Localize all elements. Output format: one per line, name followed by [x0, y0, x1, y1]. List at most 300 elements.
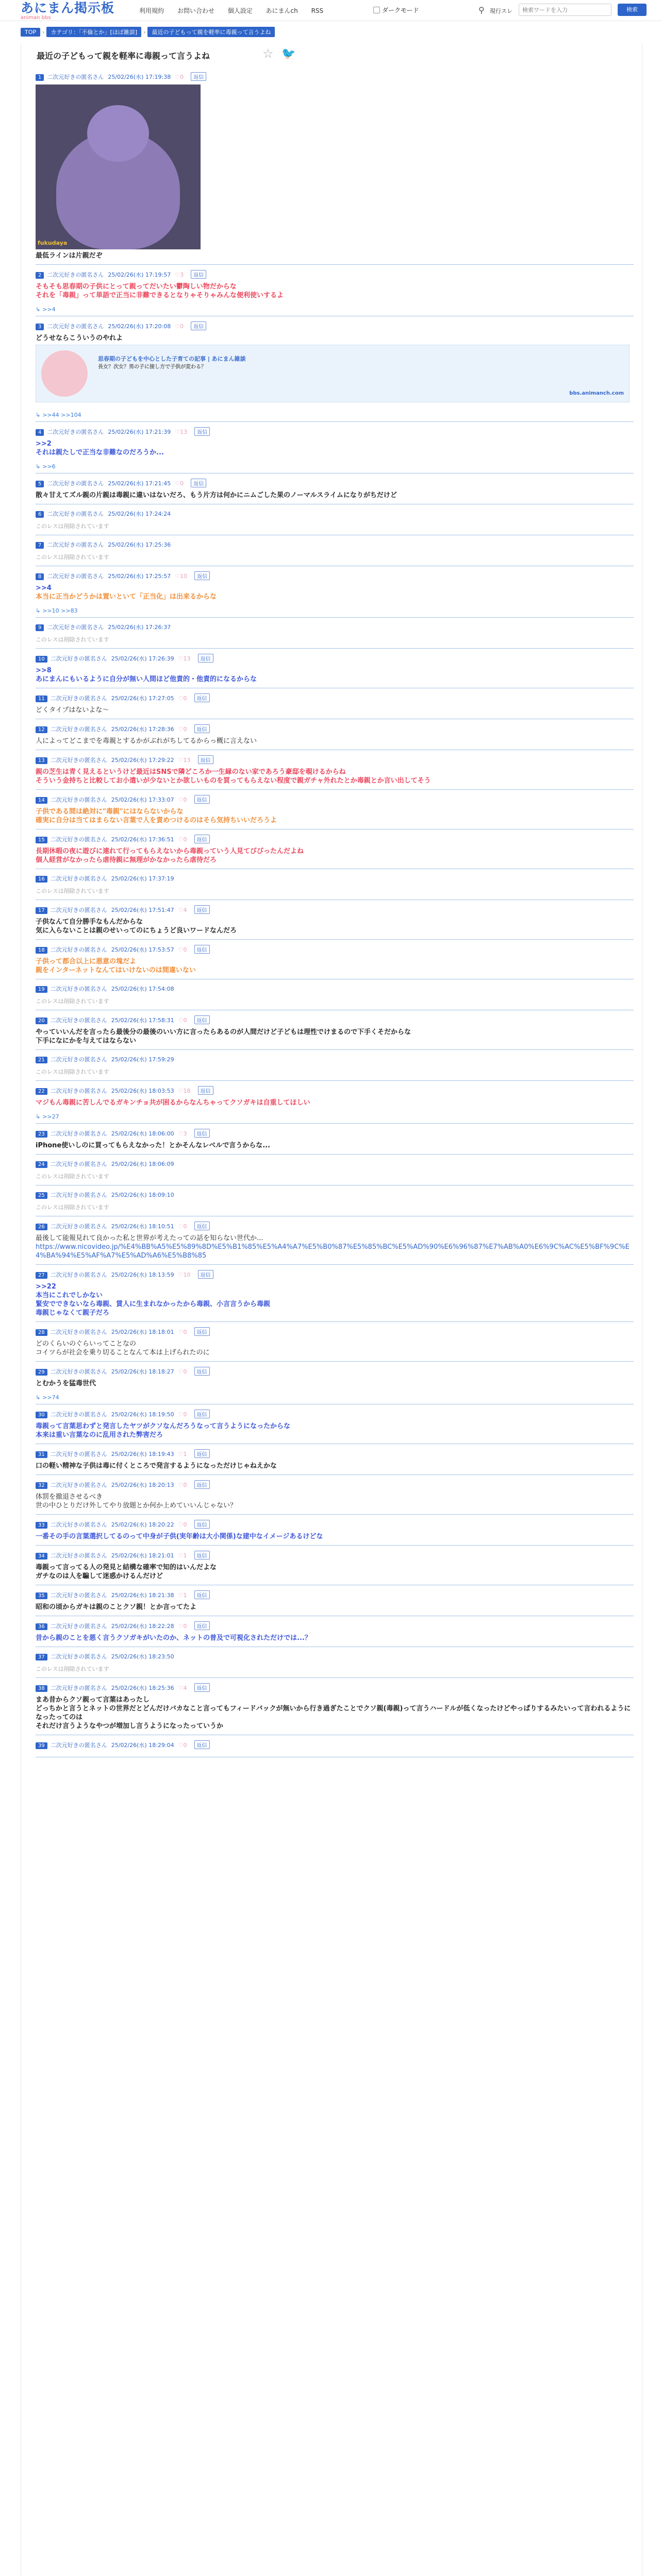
- breadcrumb-top[interactable]: TOP: [21, 28, 40, 37]
- post-date: 25/02/26(水) 17:21:39: [108, 429, 171, 435]
- post-body: [36, 1489, 634, 1514]
- link-preview-description: 長女？次女？男の子に接し方で子供が変わる？: [98, 364, 206, 370]
- heart-count-value: 0: [180, 323, 184, 330]
- poster-name: 二次元好きの匿名さん: [50, 1056, 107, 1063]
- heart-count[interactable]: [175, 429, 187, 435]
- post-text-line: このレスは削除されています: [36, 636, 109, 643]
- post-body: [36, 550, 634, 566]
- post-date: 25/02/26(水) 18:13:59: [111, 1272, 174, 1278]
- post-body: [36, 436, 634, 461]
- reply-button[interactable]: 返信: [194, 795, 210, 804]
- post-body: [36, 81, 634, 264]
- post-body: [36, 1095, 634, 1111]
- post-date: 25/02/26(水) 18:18:27: [111, 1368, 174, 1375]
- post-text-line: iPhone使いしのに買ってもらえなかった！とかそんなレベルで言うからな...: [36, 1142, 271, 1149]
- post-date: 25/02/26(水) 17:28:36: [111, 726, 174, 733]
- post-body: [36, 1459, 634, 1475]
- post-body: [36, 703, 634, 719]
- post-date: 25/02/26(水) 17:51:47: [111, 907, 174, 913]
- heart-count[interactable]: [178, 1411, 187, 1418]
- post-number[interactable]: 3: [36, 324, 44, 330]
- post-header: [36, 1129, 634, 1138]
- heart-count-value: 0: [183, 726, 187, 733]
- reply-button[interactable]: 返信: [194, 1621, 210, 1630]
- post-number[interactable]: 38: [36, 1685, 47, 1692]
- post-date: 25/02/26(水) 18:10:51: [111, 1223, 174, 1230]
- post-header: [36, 1222, 634, 1231]
- heart-count-value: 4: [183, 1685, 187, 1691]
- post-text-line: 気に入らないことは親のせいってのにちょうど良いワードなんだろ: [36, 927, 237, 935]
- post-item: [36, 1480, 634, 1515]
- heart-icon: ♡: [178, 1451, 184, 1458]
- post-header: [36, 72, 634, 81]
- post-divider: [36, 1264, 634, 1265]
- post-header: [36, 1449, 634, 1459]
- poster-name: 二次元好きの匿名さん: [47, 624, 104, 631]
- poster-name: 二次元好きの匿名さん: [50, 1653, 107, 1660]
- post-text-line: このレスは削除されています: [36, 554, 109, 561]
- post-text-line: どうせならこういうのやれよ: [36, 334, 123, 342]
- post-body: [36, 1631, 634, 1647]
- heart-icon: ♡: [178, 1329, 184, 1335]
- heart-count[interactable]: [178, 1685, 187, 1691]
- post-text-line: このレスは削除されています: [36, 888, 109, 894]
- post-number[interactable]: 8: [36, 573, 44, 580]
- reply-back-links: [36, 605, 634, 617]
- post-header: [36, 1410, 634, 1419]
- heart-count-value: 0: [183, 695, 187, 702]
- reply-button[interactable]: 返信: [198, 1270, 213, 1279]
- post-date: 25/02/26(水) 17:25:36: [108, 541, 171, 548]
- post-text-line: 子供なんて自分勝手なもんだからな: [36, 918, 143, 926]
- thread-main: [21, 43, 642, 2576]
- heart-count[interactable]: [178, 836, 187, 843]
- post-header: [36, 905, 634, 914]
- reply-arrow-icon: ↳: [36, 463, 41, 470]
- post-item: [36, 693, 634, 719]
- post-date: 25/02/26(水) 17:37:19: [111, 875, 174, 882]
- image-watermark: fukudaya: [38, 240, 68, 246]
- reply-button[interactable]: 返信: [198, 1086, 213, 1095]
- reply-button[interactable]: 返信: [191, 321, 206, 330]
- post-item: [36, 1621, 634, 1647]
- post-body: [36, 1376, 634, 1392]
- heart-count[interactable]: [178, 1623, 187, 1630]
- nav-settings[interactable]: 個人設定: [227, 7, 253, 14]
- reply-reference-link[interactable]: >>4: [36, 584, 52, 592]
- post-number[interactable]: 19: [36, 986, 47, 993]
- heart-count-value: 18: [183, 1088, 191, 1094]
- heart-count[interactable]: [178, 796, 187, 803]
- post-text-line: このレスは削除されています: [36, 1173, 109, 1180]
- reply-button[interactable]: 返信: [194, 1129, 210, 1138]
- post-number[interactable]: 35: [36, 1592, 47, 1599]
- post-number[interactable]: 29: [36, 1369, 47, 1376]
- poster-name: 二次元好きの匿名さん: [50, 1223, 107, 1230]
- link-preview-title: 思春期の子どもを中心とした子育ての記事 | あにまん雑談: [98, 355, 246, 362]
- post-item: [36, 905, 634, 940]
- poster-name: 二次元好きの匿名さん: [50, 796, 107, 803]
- post-date: 25/02/26(水) 17:58:31: [111, 1017, 174, 1024]
- poster-name: 二次元好きの匿名さん: [47, 429, 104, 435]
- reply-reference-link[interactable]: >>8: [36, 667, 52, 674]
- post-number[interactable]: 28: [36, 1329, 47, 1336]
- poster-name: 二次元好きの匿名さん: [50, 907, 107, 913]
- post-item: [36, 1015, 634, 1050]
- heart-count-value: 13: [183, 757, 191, 764]
- heart-count-value: 1: [183, 1451, 187, 1458]
- heart-count[interactable]: [178, 1742, 187, 1749]
- post-body: [36, 1200, 634, 1216]
- post-text-line: どのくらいのぐらいってことなの: [36, 1340, 137, 1348]
- post-number[interactable]: 11: [36, 696, 47, 702]
- post-body: [36, 1169, 634, 1185]
- heart-count-value: 0: [180, 480, 184, 487]
- reply-button[interactable]: 返信: [194, 1480, 210, 1489]
- heart-icon: ♡: [178, 1623, 184, 1630]
- post-url-link[interactable]: https://www.nicovideo.jp/%E4%BB%A5%E5%89%8D%E5%B1%85%E5%A4%A7%E5%B0%87%E5%85%BC%E5%AD%90%E6%96%87%E7%AB%A0%E6%9C%AC%E5%BF%9C%E4%BA%94%E5%AF%A7%E5%AD%A6%E5%B8%85: [36, 1243, 630, 1260]
- reply-back-link[interactable]: >>4: [42, 306, 56, 313]
- search-scope-select[interactable]: 現行スレ: [490, 8, 512, 14]
- post-number[interactable]: 31: [36, 1451, 47, 1458]
- reply-button[interactable]: 返信: [198, 654, 213, 663]
- post-header: [36, 1740, 634, 1750]
- reply-back-link[interactable]: >>6: [42, 463, 56, 470]
- heart-count-value: 0: [183, 1521, 187, 1528]
- post-image[interactable]: [36, 84, 201, 249]
- post-text-line: このレスは削除されています: [36, 1204, 109, 1211]
- heart-count[interactable]: [178, 946, 187, 953]
- post-date: 25/02/26(水) 17:53:57: [111, 946, 174, 953]
- post-number[interactable]: 23: [36, 1131, 47, 1138]
- reply-button[interactable]: 返信: [194, 1015, 210, 1024]
- post-header: [36, 874, 634, 884]
- link-preview-card[interactable]: [36, 345, 630, 402]
- post-item: [36, 1160, 634, 1185]
- post-number[interactable]: 27: [36, 1272, 47, 1279]
- reply-button[interactable]: 返信: [191, 270, 206, 279]
- poster-name: 二次元好きの匿名さん: [50, 1329, 107, 1335]
- post-number[interactable]: 34: [36, 1553, 47, 1560]
- reply-reference-link[interactable]: >>2: [36, 440, 52, 448]
- heart-count[interactable]: [175, 573, 187, 580]
- post-body: [36, 1662, 634, 1677]
- reply-button[interactable]: 返信: [191, 72, 206, 81]
- post-body: [36, 734, 634, 750]
- post-number[interactable]: 16: [36, 876, 47, 883]
- post-item: [36, 1086, 634, 1124]
- post-divider: [36, 421, 634, 422]
- poster-name: 二次元好きの匿名さん: [50, 1272, 107, 1278]
- heart-icon: ♡: [178, 1088, 184, 1094]
- link-preview-image: [41, 350, 88, 397]
- post-text-line: コイツらが社会を乗り切ることなんて本は上げられたのに: [36, 1349, 210, 1357]
- heart-count[interactable]: [178, 1272, 191, 1278]
- breadcrumb-thread[interactable]: 最近の子どもって親を軽率に毒親って言うよね: [147, 27, 275, 37]
- post-number[interactable]: 32: [36, 1482, 47, 1489]
- reply-reference-link[interactable]: >>22: [36, 1283, 56, 1291]
- favorite-star-icon[interactable]: ☆: [262, 46, 274, 61]
- post-number[interactable]: 22: [36, 1088, 47, 1095]
- post-number[interactable]: 10: [36, 656, 47, 663]
- post-date: 25/02/26(水) 17:36:51: [111, 836, 174, 843]
- post-body: [36, 632, 634, 648]
- post-body: [36, 1692, 634, 1735]
- reply-button[interactable]: 返信: [194, 905, 210, 914]
- post-body: [36, 519, 634, 535]
- heart-count-value: 1: [183, 1592, 187, 1599]
- post-item: [36, 510, 634, 535]
- heart-count[interactable]: [175, 74, 184, 80]
- heart-count[interactable]: [178, 757, 191, 764]
- poster-name: 二次元好きの匿名さん: [50, 1161, 107, 1167]
- reply-button[interactable]: 返信: [194, 427, 210, 436]
- reply-button[interactable]: 返信: [194, 1590, 210, 1599]
- post-item: [36, 1551, 634, 1585]
- post-body: [36, 279, 634, 304]
- post-body: [36, 1138, 634, 1154]
- nav-terms[interactable]: 利用規約: [139, 7, 164, 14]
- post-number[interactable]: 13: [36, 757, 47, 764]
- post-text-line: 子供である間は絶対に"毒親"にはならないからな: [36, 808, 184, 816]
- logo-subtext: animan bbs: [21, 15, 51, 21]
- post-text-line: 一番その手の言葉選択してるのって中身が子供(実年齢は大小関係)な建中なイメージあるけどな: [36, 1533, 323, 1540]
- post-item: [36, 1129, 634, 1155]
- heart-icon: ♡: [178, 1223, 184, 1230]
- heart-count[interactable]: [175, 480, 184, 487]
- post-number[interactable]: 26: [36, 1224, 47, 1230]
- post-body: [36, 1025, 634, 1049]
- reply-button[interactable]: 返信: [194, 1683, 210, 1692]
- heart-count[interactable]: [178, 1088, 191, 1094]
- post-number[interactable]: 33: [36, 1522, 47, 1529]
- breadcrumb-category[interactable]: カテゴリ：「不倫とか」[ほぼ雑談]: [46, 27, 141, 37]
- heart-icon: ♡: [178, 1482, 184, 1488]
- poster-name: 二次元好きの匿名さん: [50, 1451, 107, 1458]
- post-text-line: そういう金持ちと比較してお小遣いが少ないとか欲しいものを買ってもらえない程度で親ガチャ外れたとか毒親とか言い出してそう: [36, 777, 431, 785]
- heart-count[interactable]: [178, 695, 187, 702]
- thread-title: 最近の子どもって親を軽率に毒親って言うよね: [37, 51, 210, 61]
- post-number[interactable]: 25: [36, 1192, 47, 1199]
- post-date: 25/02/26(水) 18:06:00: [111, 1130, 174, 1137]
- poster-name: 二次元好きの匿名さん: [50, 875, 107, 882]
- search-input[interactable]: [519, 4, 611, 16]
- heart-count[interactable]: [178, 907, 187, 913]
- post-text-line: 確実に自分は当てはまらない言葉で人を責めつけるのはそら気持ちいいだろうよ: [36, 817, 277, 824]
- reply-button[interactable]: 返信: [198, 755, 213, 764]
- post-number[interactable]: 37: [36, 1654, 47, 1660]
- nav-contact[interactable]: お問い合わせ: [177, 7, 214, 14]
- reply-button[interactable]: 返信: [191, 479, 206, 487]
- post-body: [36, 1750, 634, 1757]
- post-text-line: それは親たしで正当な非難なのだろうか...: [36, 449, 164, 456]
- post-number[interactable]: 20: [36, 1018, 47, 1024]
- post-text-line: そもそも思春期の子供にとって親ってだいたい鬱陶しい物だからな: [36, 283, 237, 291]
- post-item: [36, 1222, 634, 1265]
- post-text-line: とむかうを猛毒世代: [36, 1380, 96, 1387]
- post-header: [36, 1590, 634, 1600]
- heart-count[interactable]: [178, 1552, 187, 1559]
- dark-mode-toggle[interactable]: [373, 6, 419, 14]
- post-item: [36, 1270, 634, 1322]
- reply-button[interactable]: 返信: [194, 1222, 210, 1230]
- post-date: 25/02/26(水) 17:29:22: [111, 757, 174, 764]
- post-date: 25/02/26(水) 17:26:39: [111, 655, 174, 662]
- heart-count[interactable]: [175, 272, 184, 278]
- reply-button[interactable]: 返信: [194, 1551, 210, 1560]
- post-text-line: このレスは削除されています: [36, 998, 109, 1005]
- post-header: [36, 693, 634, 703]
- heart-count[interactable]: [178, 1482, 187, 1488]
- site-logo[interactable]: [21, 1, 114, 21]
- reply-button[interactable]: 返信: [194, 1449, 210, 1458]
- post-body: [36, 1064, 634, 1080]
- poster-name: 二次元好きの匿名さん: [47, 480, 104, 487]
- reply-button[interactable]: 返信: [194, 693, 210, 702]
- reply-button[interactable]: 返信: [194, 1327, 210, 1336]
- post-text-line: あにまんにもいるように自分が無い人間ほど他責的・他責的になるからな: [36, 675, 257, 683]
- heart-count-value: 0: [183, 1411, 187, 1418]
- heart-count[interactable]: [178, 726, 187, 733]
- poster-name: 二次元好きの匿名さん: [47, 74, 104, 80]
- post-number[interactable]: 18: [36, 947, 47, 954]
- post-number[interactable]: 4: [36, 429, 44, 436]
- heart-count[interactable]: [178, 1017, 187, 1024]
- poster-name: 二次元好きの匿名さん: [50, 1368, 107, 1375]
- reply-back-link[interactable]: >>27: [42, 1113, 59, 1120]
- post-date: 25/02/26(水) 18:18:01: [111, 1329, 174, 1335]
- heart-icon: ♡: [175, 429, 180, 435]
- reply-back-links: [36, 1111, 634, 1123]
- post-date: 25/02/26(水) 18:21:01: [111, 1552, 174, 1559]
- heart-count-value: 0: [183, 946, 187, 953]
- heart-count-value: 0: [183, 1017, 187, 1024]
- post-number[interactable]: 7: [36, 542, 44, 549]
- post-body: [36, 1529, 634, 1545]
- post-body: [36, 1336, 634, 1361]
- poster-name: 二次元好きの匿名さん: [50, 1592, 107, 1599]
- heart-icon: ♡: [178, 655, 184, 662]
- post-number[interactable]: 14: [36, 797, 47, 804]
- heart-count[interactable]: [178, 1521, 187, 1528]
- post-date: 25/02/26(水) 17:24:24: [108, 511, 171, 517]
- post-body: [36, 765, 634, 789]
- post-header: [36, 835, 634, 844]
- heart-icon: ♡: [178, 1017, 184, 1024]
- reply-back-link[interactable]: >>10 >>83: [42, 607, 78, 614]
- reply-back-link[interactable]: >>74: [42, 1394, 59, 1401]
- search-button[interactable]: 検索: [618, 4, 647, 16]
- image-creature-head: [87, 105, 149, 162]
- post-header: [36, 1270, 634, 1279]
- reply-button[interactable]: 返信: [194, 945, 210, 954]
- post-number[interactable]: 1: [36, 74, 44, 81]
- heart-count[interactable]: [178, 1329, 187, 1335]
- post-text-line: 本当にこれでしかない: [36, 1292, 103, 1299]
- heart-count-value: 0: [183, 1329, 187, 1335]
- post-number[interactable]: 36: [36, 1623, 47, 1630]
- post-divider: [36, 1514, 634, 1515]
- post-header: [36, 1652, 634, 1662]
- heart-count[interactable]: [178, 1223, 187, 1230]
- post-date: 25/02/26(水) 18:20:22: [111, 1521, 174, 1528]
- heart-count[interactable]: [178, 1451, 187, 1458]
- heart-icon: ♡: [178, 1272, 184, 1278]
- post-header: [36, 654, 634, 663]
- nav-rss[interactable]: RSS: [311, 7, 324, 14]
- heart-icon: ♡: [178, 1685, 184, 1691]
- post-number[interactable]: 21: [36, 1057, 47, 1063]
- post-text-line: 世の中ひとりだけ外してやり放題とか何か上めていいんじゃない？: [36, 1502, 237, 1510]
- post-body: [36, 954, 634, 979]
- post-number[interactable]: 24: [36, 1161, 47, 1168]
- poster-name: 二次元好きの匿名さん: [50, 1130, 107, 1137]
- post-text-line: 毒親って言葉思わずと発言したヤツがクソなんだろうなって言うようになったからな: [36, 1422, 291, 1430]
- heart-count[interactable]: [178, 1368, 187, 1375]
- heart-count[interactable]: [178, 655, 191, 662]
- post-item: [36, 985, 634, 1010]
- post-text-line: 個人経営がなかったら虐待親に無理がかなかったら虐待だろ: [36, 856, 217, 864]
- reply-button[interactable]: 返信: [194, 1520, 210, 1529]
- reply-back-link[interactable]: >>44 >>104: [42, 412, 81, 418]
- heart-count-value: 13: [180, 429, 188, 435]
- heart-count-value: 3: [180, 272, 184, 278]
- post-number[interactable]: 17: [36, 907, 47, 914]
- post-item: [36, 1327, 634, 1362]
- post-header: [36, 479, 634, 488]
- post-item: [36, 755, 634, 790]
- reply-back-links: [36, 461, 634, 473]
- nav-animanch[interactable]: あにまんch: [266, 7, 298, 14]
- post-text-line: 本来は重い言葉なのに乱用された弊害だろ: [36, 1431, 163, 1439]
- reply-button[interactable]: 返信: [194, 724, 210, 733]
- post-text-line: 体罰を撤退させるべき: [36, 1493, 103, 1501]
- post-date: 25/02/26(水) 18:09:10: [111, 1192, 174, 1198]
- heart-count-value: 0: [183, 1623, 187, 1630]
- breadcrumb-arrow-icon: ›: [143, 29, 146, 36]
- post-number[interactable]: 6: [36, 511, 44, 518]
- post-number[interactable]: 5: [36, 481, 44, 487]
- post-body: [36, 844, 634, 869]
- poster-name: 二次元好きの匿名さん: [50, 757, 107, 764]
- heart-count[interactable]: [175, 323, 184, 330]
- post-header: [36, 1086, 634, 1095]
- post-number[interactable]: 2: [36, 272, 44, 279]
- post-text-line: ガチなのは人を騙して迷惑かけるんだけど: [36, 1572, 163, 1580]
- dark-mode-checkbox[interactable]: [373, 7, 380, 13]
- heart-count[interactable]: [178, 1592, 187, 1599]
- reply-button[interactable]: 返信: [194, 1367, 210, 1376]
- post-divider: [36, 789, 634, 790]
- post-number[interactable]: 39: [36, 1742, 47, 1749]
- post-number[interactable]: 15: [36, 837, 47, 843]
- heart-count[interactable]: [178, 1130, 187, 1137]
- twitter-share-icon[interactable]: 🐦: [282, 47, 296, 60]
- post-number[interactable]: 12: [36, 726, 47, 733]
- post-text-line: 緊安でできないなら毒親、賃人に生まれなかったから毒親、小言言うから毒親: [36, 1300, 271, 1308]
- post-date: 25/02/26(水) 17:21:45: [108, 480, 171, 487]
- heart-icon: ♡: [175, 573, 180, 580]
- post-number[interactable]: 30: [36, 1412, 47, 1418]
- heart-icon: ♡: [178, 1521, 184, 1528]
- reply-button[interactable]: 返信: [194, 1740, 210, 1749]
- post-divider: [36, 648, 634, 649]
- heart-count-value: 10: [180, 573, 188, 580]
- post-number[interactable]: 9: [36, 624, 44, 631]
- reply-button[interactable]: 返信: [194, 571, 210, 580]
- reply-button[interactable]: 返信: [194, 1410, 210, 1418]
- reply-button[interactable]: 返信: [194, 835, 210, 843]
